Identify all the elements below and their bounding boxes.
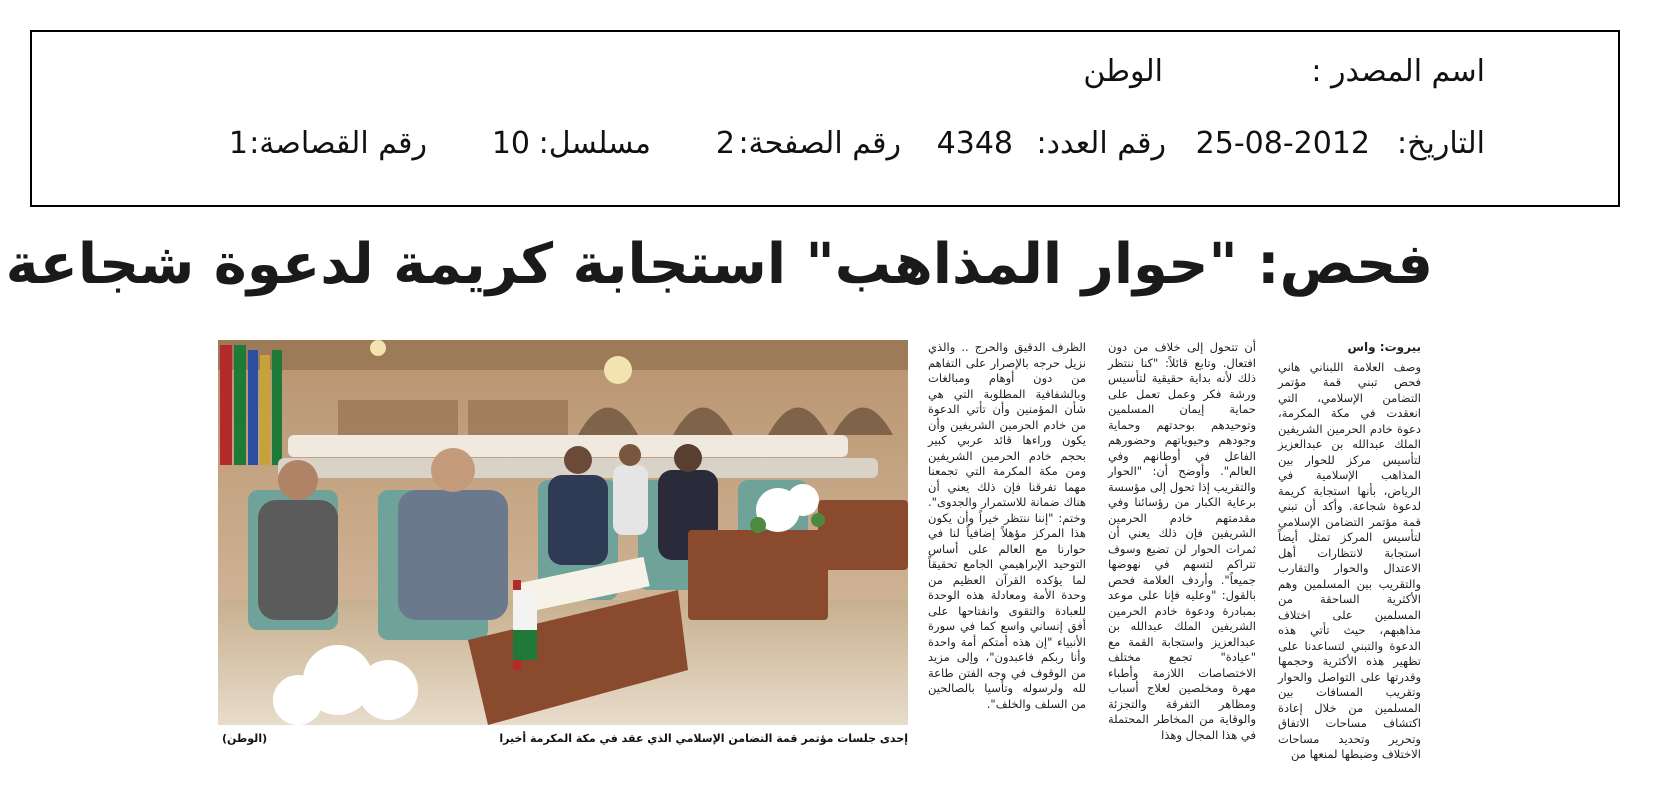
- source-label: اسم المصدر :: [1311, 54, 1485, 89]
- article-column-2: [1108, 340, 1256, 750]
- article-dateline: بيروت: واس: [1347, 340, 1421, 354]
- article-column-3: [928, 340, 1086, 750]
- photo-caption: إحدى جلسات مؤتمر قمة التضامن الإسلامي الذي عقد في مكة المكرمة أخيرا: [499, 732, 908, 745]
- column-2-text: أن تتحول إلى خلاف من دون افتعال. وتابع قائلاً: "كنا ننتظر ذلك لأنه بداية حقيقية لتأسيس ورشة فكر وعمل تعمل على حماية إيمان المسلمين وتوحيدهم بوحدتهم وحماية وجودهم وحيوياتهم وحضورهم الفاعل في أوطانهم وفي العالم". وأوضح أن: "الحوار والتقريب إذا تحول إلى مؤسسة برعاية الكبار من رؤسائنا وفي مقدمتهم خادم الحرمين الشريفين فإن ذلك يعني أن ثمرات الحوار لن تضيع وسوف تتراكم لتسهم في نهوضها جميعاً". وأردف العلامة فحص بالقول: "وعليه فإنا على موعد بمبادرة ودعوة خادم الحرمين الشريفين الملك عبدالله بن عبدالعزيز واستجابة القمة مع "عيادة" تجمع مختلف الاختصاصات اللازمة وأطباء مهرة ومخلصين لعلاج أسباب ومظاهر التفرقة والتجزئة والوقاية من المخاطر المحتملة في هذا المجال وهذا: [1108, 340, 1256, 742]
- date-label: التاريخ:: [1397, 126, 1485, 161]
- clipping-label: رقم القصاصة:: [249, 126, 427, 161]
- issue-value: 4348: [936, 126, 1013, 161]
- page-value: 2: [715, 126, 735, 161]
- date-value: 25-08-2012: [1195, 126, 1370, 161]
- article-column-1: [1278, 340, 1421, 761]
- column-3-text: الظرف الدقيق والحرج .. والذي نزيل حرجه بالإصرار على التفاهم من دون أوهام ومبالغات وبالشفافية المطلوبة التي هي شأن المؤمنين وأن تأتي الدعوة من خادم الحرمين الشريفين وأن يكون وراءها قائد عربي كبير بحجم خادم الحرمين الشريفين ومن مكة المكرمة التي تجمعنا مهما تفرقنا فإن ذلك يعني أن هناك ضمانة للاستمرار والجدوى". وختم: "إننا ننتظر خيراً وأن يكون هذا المركز مؤهلاً إضافياً لنا في حوارنا مع العالم على أساس التوحيد الإبراهيمي الجامع تحقيقاً لما يؤكده القرآن العظيم من وحدة الأمة ومعادلة هذه الوحدة للعبادة والتقوى وانفتاحها على أفق إنساني واسع كما في سورة الأنبياء "إن هذه أمتكم أمة واحدة وأنا ربكم فاعبدون"، وإلى مزيد من الوقوف في وجه الفتن طاعة لله ولرسوله وتأسيا بالصالحين من السلف والخلف".: [928, 340, 1086, 711]
- clipping-value: 1: [228, 126, 248, 161]
- conference-photo: [218, 340, 908, 725]
- article-headline: فحص: "حوار المذاهب" استجابة كريمة لدعوة شجاعة: [5, 232, 1433, 297]
- page-label: رقم الصفحة:: [738, 126, 901, 161]
- serial-value: 10: [491, 126, 530, 161]
- photo-credit: (الوطن): [222, 732, 268, 745]
- photo-caption-area: [218, 732, 908, 752]
- serial-label: مسلسل:: [538, 126, 651, 161]
- issue-label: رقم العدد:: [1036, 126, 1166, 161]
- column-1-text: وصف العلامة اللبناني هاني فحص تبني قمة مؤتمر التضامن الإسلامي، التي انعقدت في مكة المكرمة، دعوة خادم الحرمين الشريفين الملك عبدالله بن عبدالعزيز لتأسيس مركز للحوار بين المذاهب الإسلامية في الرياض، بأنها استجابة كريمة لدعوة شجاعة. وأكد أن تبني قمة مؤتمر التضامن الإسلامي لتأسيس المركز تمثل أيضاً استجابة لانتظارات أهل الاعتدال والحوار والتقارب والتقريب بين المسلمين وهم الأكثرية الساحقة من المسلمين على اختلاف مذاهبهم، حيث تأتي هذه الدعوة والتبني لتساعدنا على تظهير هذه الأكثرية وحجمها وقدرتها على التواصل والحوار وتقريب المسافات بين المسلمين من خلال إعادة اكتشاف مساحات الاتفاق وتحرير وتحديد مساحات الاختلاف وضبطها لمنعها من: [1278, 359, 1421, 761]
- source-value: الوطن: [1083, 54, 1163, 89]
